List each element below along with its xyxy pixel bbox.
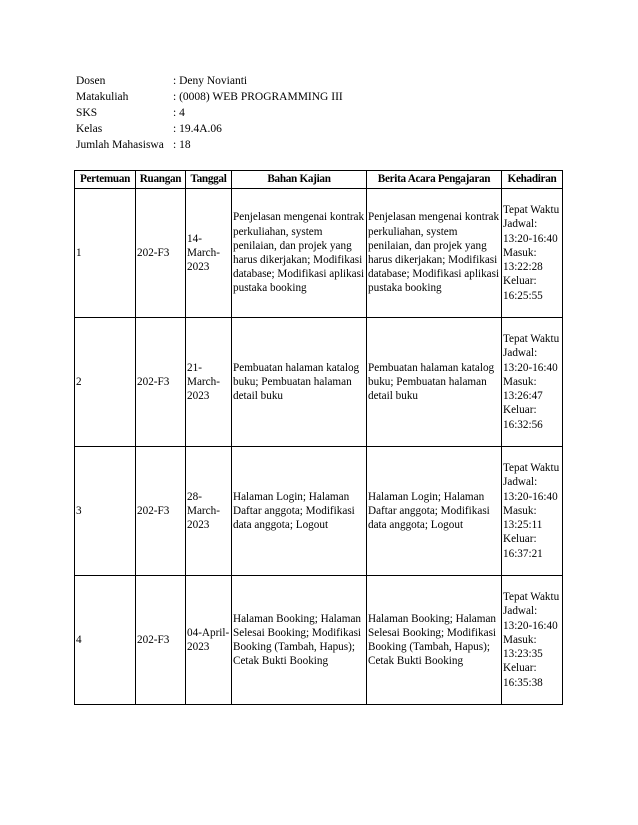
header-berita-acara: Berita Acara Pengajaran xyxy=(367,171,502,189)
cell-pertemuan: 4 xyxy=(75,576,136,705)
matakuliah-value: : (0008) WEB PROGRAMMING III xyxy=(173,91,343,103)
kelas-label: Kelas xyxy=(76,123,103,135)
dosen-value: : Deny Novianti xyxy=(173,75,248,87)
sks-row xyxy=(76,105,343,121)
cell-tanggal: 28-March-2023 xyxy=(186,447,232,576)
jumlah-value: : 18 xyxy=(173,139,191,151)
cell-berita-acara: Penjelasan mengenai kontrak perkuliahan, system penilaian, dan projek yang harus dikerjakan; Modifikasi database; Modifikasi aplikasi pustaka booking xyxy=(367,189,502,318)
cell-kehadiran: Tepat Waktu Jadwal: 13:20-16:40 Masuk: 13:23:35 Keluar: 16:35:38 xyxy=(502,576,563,705)
table-header-row xyxy=(75,171,563,189)
cell-tanggal: 04-April-2023 xyxy=(186,576,232,705)
course-info xyxy=(76,73,343,153)
cell-kehadiran: Tepat Waktu Jadwal: 13:20-16:40 Masuk: 13:25:11 Keluar: 16:37:21 xyxy=(502,447,563,576)
table-row xyxy=(75,576,563,705)
kelas-value: : 19.4A.06 xyxy=(173,123,222,135)
cell-berita-acara: Pembuatan halaman katalog buku; Pembuatan halaman detail buku xyxy=(367,318,502,447)
kelas-row xyxy=(76,121,343,137)
table-row xyxy=(75,318,563,447)
cell-pertemuan: 1 xyxy=(75,189,136,318)
dosen-row xyxy=(76,73,343,89)
header-kehadiran: Kehadiran xyxy=(502,171,563,189)
header-tanggal: Tanggal xyxy=(186,171,232,189)
cell-tanggal: 14-March-2023 xyxy=(186,189,232,318)
cell-ruangan: 202-F3 xyxy=(136,189,186,318)
cell-ruangan: 202-F3 xyxy=(136,576,186,705)
cell-berita-acara: Halaman Booking; Halaman Selesai Booking; Modifikasi Booking (Tambah, Hapus); Cetak Bukti Booking xyxy=(367,576,502,705)
header-ruangan: Ruangan xyxy=(136,171,186,189)
cell-kehadiran: Tepat Waktu Jadwal: 13:20-16:40 Masuk: 13:22:28 Keluar: 16:25:55 xyxy=(502,189,563,318)
dosen-label: Dosen xyxy=(76,75,106,87)
header-bahan-kajian: Bahan Kajian xyxy=(232,171,367,189)
header-pertemuan: Pertemuan xyxy=(75,171,136,189)
table-row xyxy=(75,189,563,318)
matakuliah-row xyxy=(76,89,343,105)
jumlah-row xyxy=(76,137,343,153)
cell-ruangan: 202-F3 xyxy=(136,318,186,447)
sks-label: SKS xyxy=(76,107,98,119)
cell-tanggal: 21-March-2023 xyxy=(186,318,232,447)
attendance-table xyxy=(74,170,563,705)
cell-berita-acara: Halaman Login; Halaman Daftar anggota; Modifikasi data anggota; Logout xyxy=(367,447,502,576)
table-row xyxy=(75,447,563,576)
cell-bahan-kajian: Halaman Booking; Halaman Selesai Booking; Modifikasi Booking (Tambah, Hapus); Cetak Bukti Booking xyxy=(232,576,367,705)
cell-kehadiran: Tepat Waktu Jadwal: 13:20-16:40 Masuk: 13:26:47 Keluar: 16:32:56 xyxy=(502,318,563,447)
sks-value: : 4 xyxy=(173,107,185,119)
cell-pertemuan: 3 xyxy=(75,447,136,576)
cell-bahan-kajian: Pembuatan halaman katalog buku; Pembuatan halaman detail buku xyxy=(232,318,367,447)
jumlah-label: Jumlah Mahasiswa xyxy=(76,139,164,151)
cell-ruangan: 202-F3 xyxy=(136,447,186,576)
cell-bahan-kajian: Penjelasan mengenai kontrak perkuliahan, system penilaian, dan projek yang harus dikerjakan; Modifikasi database; Modifikasi aplikasi pustaka booking xyxy=(232,189,367,318)
cell-pertemuan: 2 xyxy=(75,318,136,447)
cell-bahan-kajian: Halaman Login; Halaman Daftar anggota; Modifikasi data anggota; Logout xyxy=(232,447,367,576)
matakuliah-label: Matakuliah xyxy=(76,91,129,103)
